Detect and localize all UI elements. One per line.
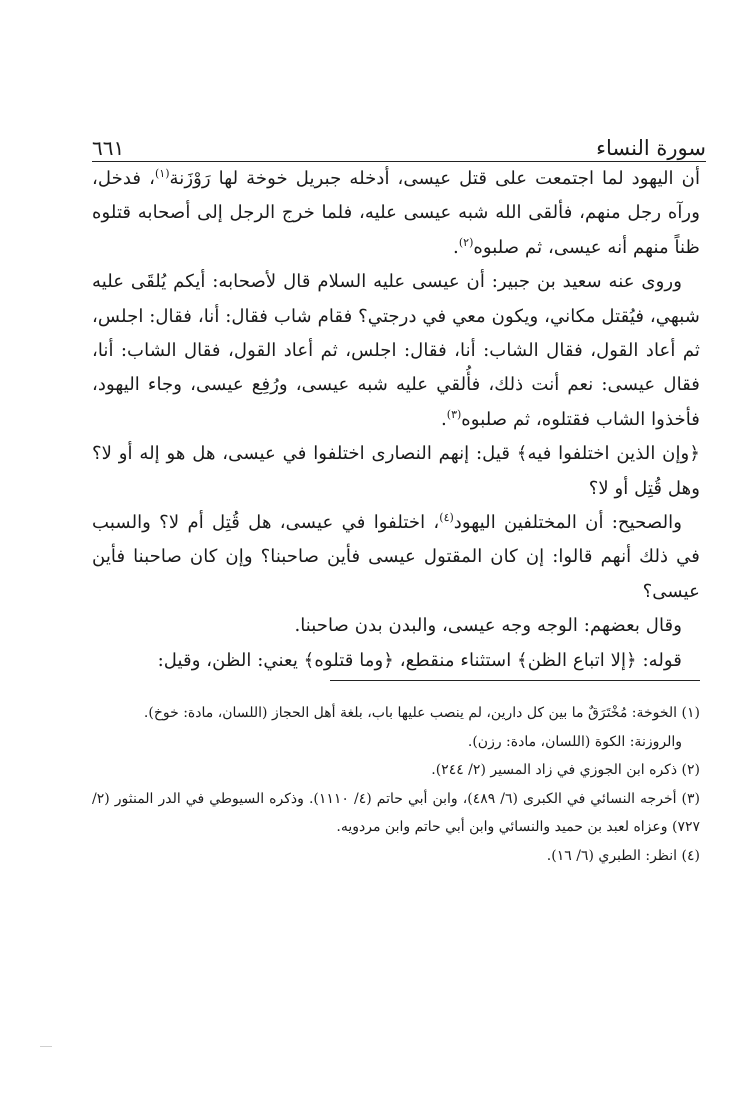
surah-title: سورة النساء <box>596 136 706 160</box>
scan-mark <box>40 1046 52 1047</box>
paragraph-text: ، فدخل، ورآه رجل منهم، فألقى الله شبه عيسى عليه، فلما خرج الرجل إلى أصحابه قتلوه ظناً منهم أنه عيسى، ثم صلبوه <box>92 168 700 258</box>
running-header <box>92 125 706 162</box>
paragraph-text: وروى عنه سعيد بن جبير: أن عيسى عليه السلام قال لأصحابه: أيكم يُلقَى عليه شبهي، فيُقتل مكاني، ويكون معي في درجتي؟ فقام شاب فقال: أنا، فقال: اجلس، ثم أعاد القول، فقال الشاب: أنا، فقال: اجلس، ثم أعاد القول، فقال الشاب: أنا، فقال عيسى: نعم أنت ذلك، فأُلقي عليه شبه عيسى، ورُفِع عيسى، وجاء اليهود، فأخذوا الشاب فقتلوه، ثم صلبوه <box>92 271 700 430</box>
footnote-1: (١) الخوخة: مُخْتَرَقٌ ما بين كل دارين، لم ينصب عليها باب، بلغة أهل الحجاز (اللسان، مادة: خوخ). <box>143 705 700 722</box>
footnote-1-continuation: والروزنة: الكوة (اللسان، مادة: رزن). <box>467 733 682 750</box>
paragraph-text: ﴿وإن الذين اختلفوا فيه﴾ قيل: إنهم النصارى اختلفوا في عيسى، هل هو إله أو لا؟ وهل قُتِل أو لا؟ <box>92 443 700 499</box>
paragraph-6 <box>92 644 700 678</box>
footnote-ref: (٢) <box>458 235 474 249</box>
paragraph-2 <box>92 265 700 437</box>
footnote-divider <box>330 680 700 681</box>
main-text <box>92 162 700 678</box>
paragraph-text: . <box>440 408 447 430</box>
page <box>92 125 706 870</box>
paragraph-text: أن اليهود لما اجتمعت على قتل عيسى، أدخله جبريل خوخة لها رَوْزَنة <box>169 168 700 189</box>
paragraph-text: . <box>453 236 459 258</box>
paragraph-text: ، اختلفوا في عيسى، هل قُتِل أم لا؟ والسبب في ذلك أنهم قالوا: إن كان المقتول عيسى فأين صاحبنا؟ وإن كان صاحبنا فأين عيسى؟ <box>92 512 700 602</box>
paragraph-3 <box>92 437 700 506</box>
paragraph-text: والصحيح: أن المختلفين اليهود <box>453 512 682 534</box>
footnotes <box>92 699 700 870</box>
footnote-ref: (٣) <box>446 407 462 421</box>
footnote-2: (٢) ذكره ابن الجوزي في زاد المسير (٢/ ٢٤٤). <box>431 762 700 779</box>
footnote-ref: (٤) <box>439 511 454 524</box>
footnote-ref: (١) <box>155 166 170 180</box>
paragraph-text: وقال بعضهم: الوجه وجه عيسى، والبدن بدن صاحبنا. <box>294 615 682 637</box>
paragraph-text: قوله: ﴿إلا اتباع الظن﴾ استثناء منقطع، ﴿وما قتلوه﴾ يعني: الظن، وقيل: <box>157 649 682 671</box>
paragraph-4 <box>92 506 700 609</box>
paragraph-5 <box>92 609 700 643</box>
footnote-3: (٣) أخرجه النسائي في الكبرى (٦/ ٤٨٩)، وابن أبي حاتم (٤/ ١١١٠). وذكره السيوطي في الدر المنثور (٢/ ٧٢٧) وعزاه لعبد بن حميد والنسائي وابن أبي حاتم وابن مردويه. <box>92 790 700 836</box>
paragraph-1 <box>92 162 700 265</box>
footnote-4: (٤) انظر: الطبري (٦/ ١٦). <box>546 847 700 864</box>
page-number: ٦٦١ <box>92 136 125 160</box>
